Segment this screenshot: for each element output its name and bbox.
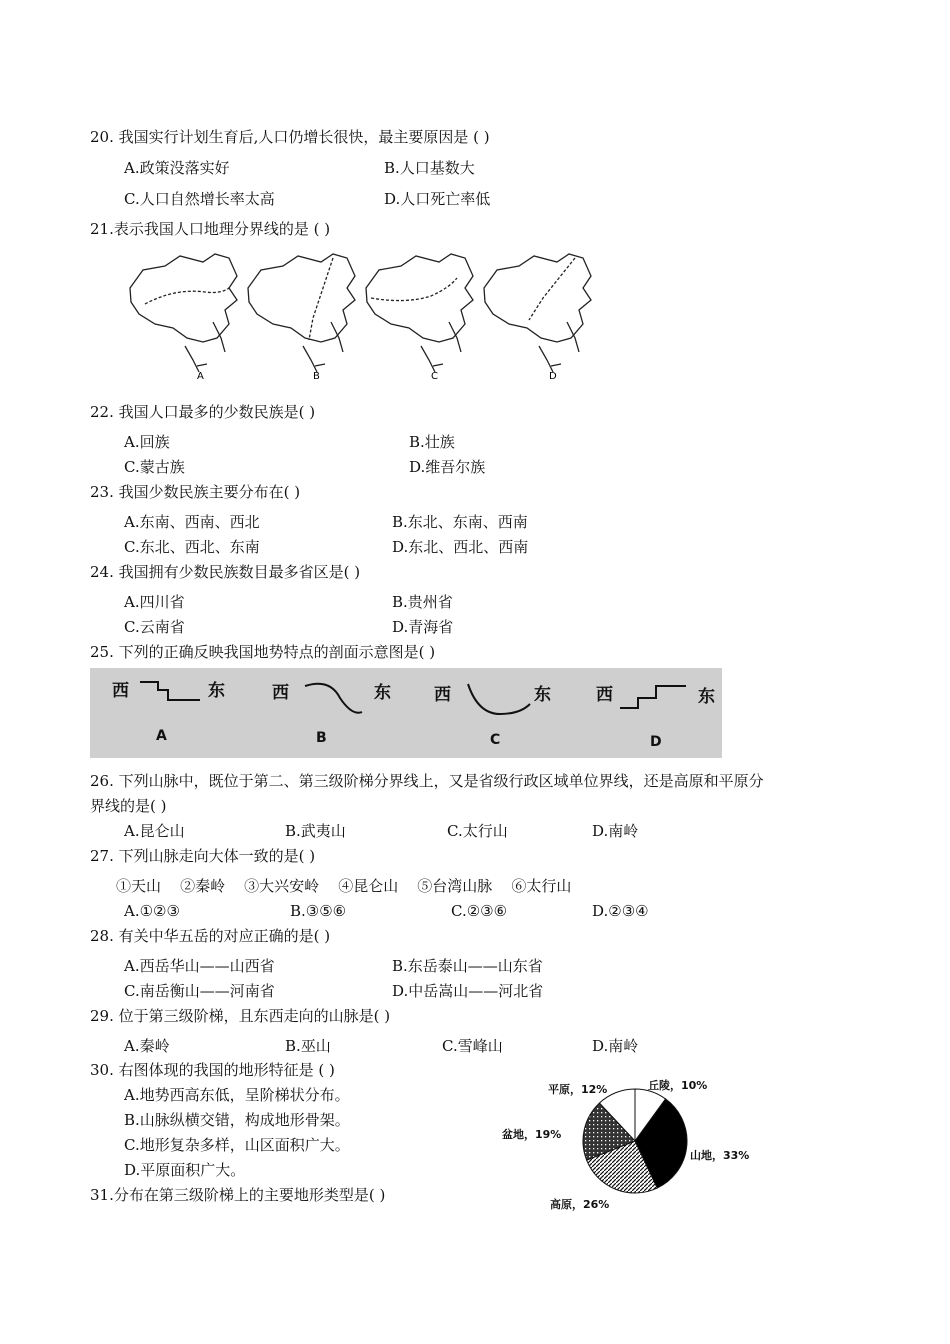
profile-c-west: 西 [434,685,451,705]
profile-d-line [620,686,686,708]
profile-a-line [140,682,200,700]
pie-label-山地: 山地，33% [690,1149,750,1162]
q28-option-a: A.西岳华山——山西省 [124,957,275,975]
q22-option-c: C.蒙古族 [124,458,185,476]
profile-b-west: 西 [272,683,289,703]
q28-option-d: D.中岳嵩山——河北省 [392,982,544,1000]
terrain-pie-chart [500,1075,780,1215]
q22-stem: 22. 我国人口最多的少数民族是( ) [90,403,316,421]
q25-stem: 25. 下列的正确反映我国地势特点的剖面示意图是( ) [90,643,436,661]
pie-label-盆地: 盆地，19% [502,1128,562,1141]
profile-label-d: D [650,734,662,750]
q23-option-a: A.东南、西南、西北 [124,513,260,531]
terrain-profiles-figure [90,668,722,758]
china-map-a [130,254,237,372]
q22-option-a: A.回族 [124,433,170,451]
q24-option-b: B.贵州省 [392,593,453,611]
q30-option-d: D.平原面积广大。 [124,1161,246,1179]
q20-option-a: A.政策没落实好 [124,159,230,177]
profile-label-c: C [490,732,501,748]
q24-stem: 24. 我国拥有少数民族数目最多省区是( ) [90,563,361,581]
q27-option-a: A.①②③ [124,902,180,920]
q27-stem: 27. 下列山脉走向大体一致的是( ) [90,847,316,865]
profile-d-west: 西 [596,685,613,705]
q29-option-b: B.巫山 [285,1037,331,1055]
pie-label-平原: 平原，12% [548,1083,608,1096]
q26-stem-line2: 界线的是( ) [90,797,167,815]
q23-option-c: C.东北、西北、东南 [124,538,260,556]
q23-option-d: D.东北、西北、西南 [392,538,529,556]
q26-option-a: A.昆仑山 [124,822,185,840]
q27-option-b: B.③⑤⑥ [290,902,347,920]
q31-stem: 31.分布在第三级阶梯上的主要地形类型是( ) [90,1186,386,1204]
q26-option-b: B.武夷山 [285,822,346,840]
profile-d-east: 东 [698,687,715,707]
q27-option-c: C.②③⑥ [451,902,508,920]
profile-label-a: A [156,728,167,744]
map-label-c: C [431,371,438,382]
q30-option-c: C.地形复杂多样，山区面积广大。 [124,1136,350,1154]
q20-option-b: B.人口基数大 [384,159,475,177]
china-map-d [484,254,591,372]
q20-option-d: D.人口死亡率低 [384,190,491,208]
q29-option-c: C.雪峰山 [442,1037,503,1055]
q28-option-c: C.南岳衡山——河南省 [124,982,275,1000]
q27-items: ①天山 ②秦岭 ③大兴安岭 ④昆仑山 ⑤台湾山脉 ⑥太行山 [116,877,572,895]
q30-option-b: B.山脉纵横交错，构成地形骨架。 [124,1111,350,1129]
profile-b-east: 东 [374,683,391,703]
map-label-a: A [197,371,204,382]
q29-option-d: D.南岭 [592,1037,639,1055]
profile-c-line [468,684,530,714]
q26-stem-line1: 26. 下列山脉中，既位于第二、第三级阶梯分界线上，又是省级行政区域单位界线，还是高原和平原分 [90,772,764,790]
q24-option-c: C.云南省 [124,618,185,636]
q20-stem: 20. 我国实行计划生育后,人口仍增长很快，最主要原因是 ( ) [90,128,490,146]
q24-option-a: A.四川省 [124,593,185,611]
q27-option-d: D.②③④ [592,902,649,920]
profile-label-b: B [316,730,327,746]
q29-stem: 29. 位于第三级阶梯，且东西走向的山脉是( ) [90,1007,391,1025]
profile-a-west: 西 [112,681,129,701]
china-map-b [248,254,355,372]
map-label-d: D [549,371,557,382]
china-map-c [366,254,473,372]
profile-c-east: 东 [534,685,551,705]
pie-label-丘陵: 丘陵，10% [648,1079,708,1092]
q30-option-a: A.地势西高东低，呈阶梯状分布。 [124,1086,350,1104]
q22-option-b: B.壮族 [409,433,455,451]
q23-option-b: B.东北、东南、西南 [392,513,528,531]
q21-stem: 21.表示我国人口地理分界线的是 ( ) [90,220,331,238]
q20-option-c: C.人口自然增长率太高 [124,190,275,208]
q23-stem: 23. 我国少数民族主要分布在( ) [90,483,301,501]
q29-option-a: A.秦岭 [124,1037,170,1055]
q24-option-d: D.青海省 [392,618,454,636]
profile-b-line [305,684,362,713]
q26-option-c: C.太行山 [447,822,508,840]
q26-option-d: D.南岭 [592,822,639,840]
china-maps-figure [125,248,595,384]
q22-option-d: D.维吾尔族 [409,458,486,476]
profile-a-east: 东 [208,681,225,701]
q28-option-b: B.东岳泰山——山东省 [392,957,543,975]
q28-stem: 28. 有关中华五岳的对应正确的是( ) [90,927,331,945]
q30-stem: 30. 右图体现的我国的地形特征是 ( ) [90,1061,335,1079]
pie-label-高原: 高原，26% [550,1198,610,1211]
map-label-b: B [313,371,320,382]
